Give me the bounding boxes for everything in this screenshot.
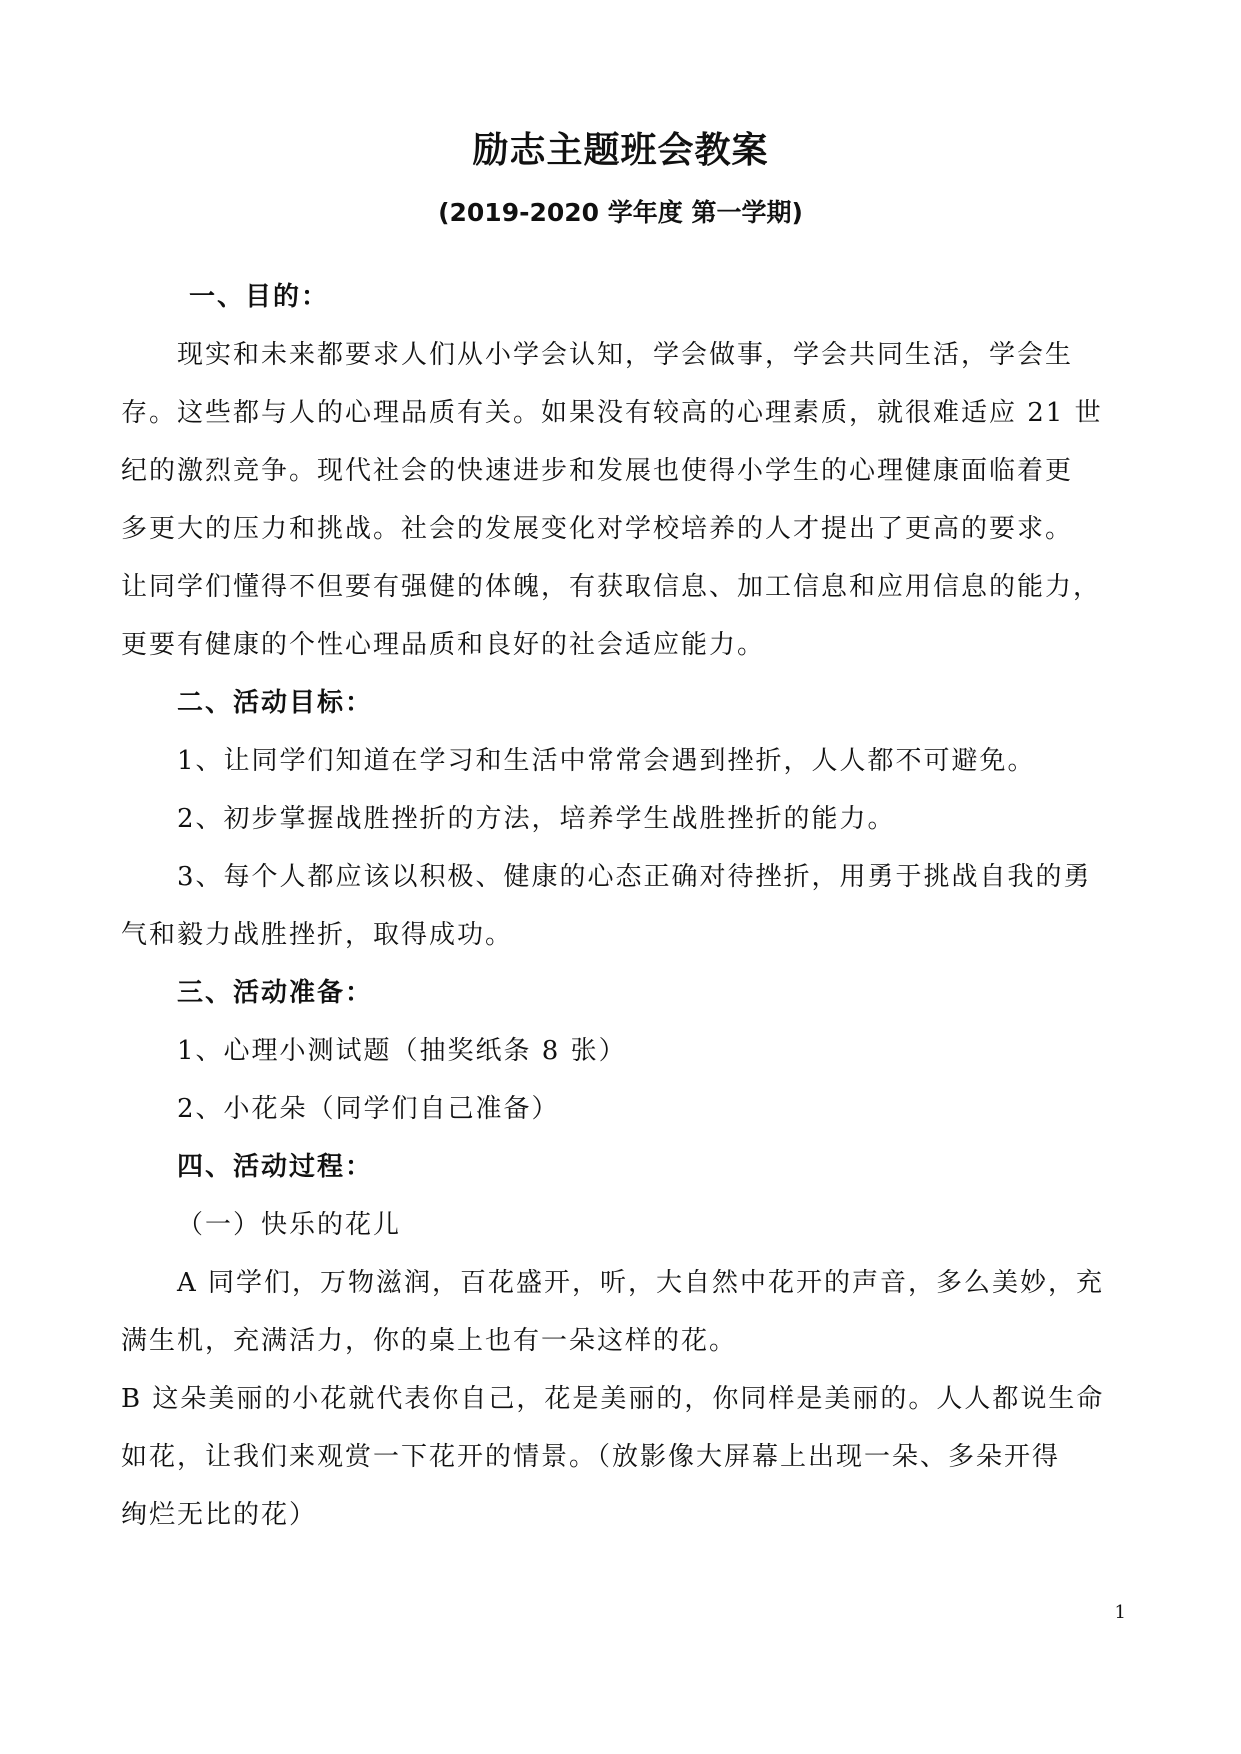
paragraph-line: 满生机，充满活力，你的桌上也有一朵这样的花。 — [121, 1326, 738, 1356]
document-title: 励志主题班会教案 — [472, 130, 769, 171]
paragraph-line: 绚烂无比的花） — [121, 1500, 318, 1530]
document-body — [121, 268, 1126, 1544]
paragraph-line: 如花，让我们来观赏一下花开的情景。（放影像大屏幕上出现一朵、多朵开得 — [121, 1442, 1061, 1472]
preparation-item: 1、心理小测试题（抽奖纸条 8 张） — [177, 1036, 627, 1066]
goal-item-continuation: 气和毅力战胜挫折，取得成功。 — [121, 920, 514, 950]
paragraph-line: A 同学们，万物滋润，百花盛开，听，大自然中花开的声音，多么美妙，充 — [177, 1268, 1105, 1298]
paragraph-line: 多更大的压力和挑战。社会的发展变化对学校培养的人才提出了更高的要求。 — [121, 514, 1074, 544]
paragraph-line: 现实和未来都要求人们从小学会认知，学会做事，学会共同生活，学会生 — [177, 340, 1074, 370]
goal-item: 1、让同学们知道在学习和生活中常常会遇到挫折，人人都不可避免。 — [177, 746, 1036, 776]
paragraph-line: 更要有健康的个性心理品质和良好的社会适应能力。 — [121, 630, 766, 660]
section-heading-purpose: 一、目的： — [189, 282, 330, 312]
paragraph-line: B 这朵美丽的小花就代表你自己，花是美丽的，你同样是美丽的。人人都说生命 — [121, 1384, 1105, 1414]
paragraph-line: 让同学们懂得不但要有强健的体魄，有获取信息、加工信息和应用信息的能力， — [121, 572, 1102, 602]
section-heading-process: 四、活动过程： — [177, 1152, 374, 1182]
paragraph-line: 存。这些都与人的心理品质有关。如果没有较高的心理素质，就很难适应 21 世 — [121, 398, 1103, 428]
preparation-item: 2、小花朵（同学们自己准备） — [177, 1094, 560, 1124]
subsection-heading-happy-flowers: （一）快乐的花儿 — [177, 1210, 402, 1240]
section-heading-goals: 二、活动目标： — [177, 688, 374, 718]
paragraph-line: 纪的激烈竞争。现代社会的快速进步和发展也使得小学生的心理健康面临着更 — [121, 456, 1074, 486]
section-heading-preparation: 三、活动准备： — [177, 978, 374, 1008]
page-number: 1 — [1114, 1602, 1126, 1623]
goal-item: 3、每个人都应该以积极、健康的心态正确对待挫折，用勇于挑战自我的勇 — [177, 862, 1092, 892]
paragraph-purpose — [121, 326, 1126, 674]
goal-item: 2、初步掌握战胜挫折的方法，培养学生战胜挫折的能力。 — [177, 804, 896, 834]
document-subtitle: (2019-2020 学年度 第一学期) — [438, 198, 803, 227]
